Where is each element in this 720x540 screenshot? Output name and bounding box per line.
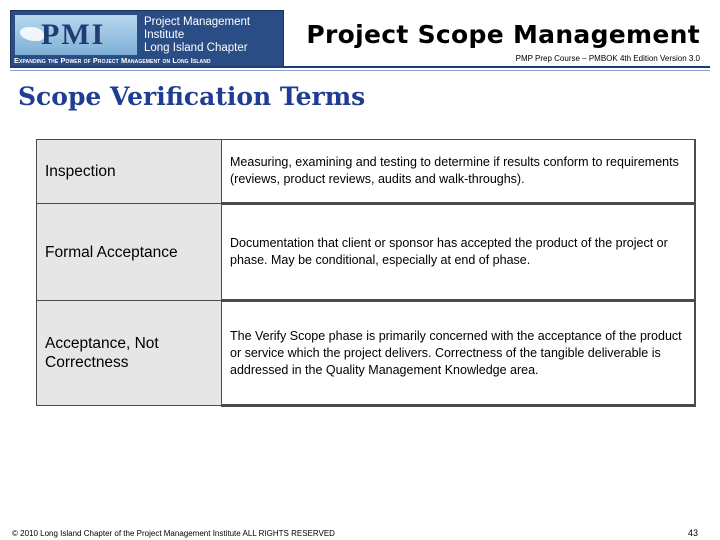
logo-title-line1: Project Management Institute	[144, 16, 251, 41]
terms-table	[36, 139, 696, 407]
table-row	[37, 140, 696, 204]
pmi-logo	[10, 10, 284, 68]
definition-cell: Measuring, examining and testing to determine if results conform to requirements (reviews, product reviews, audits and walk-throughs).	[222, 140, 696, 204]
page-number: 43	[687, 528, 698, 538]
header-divider-thin	[10, 70, 710, 71]
logo-letters: PMI	[41, 18, 106, 51]
header-divider	[10, 66, 710, 68]
header-title: Project Scope Management	[306, 20, 700, 49]
definition-cell: The Verify Scope phase is primarily concerned with the acceptance of the product or service which the project delivers. Correctness of the tangible deliverable is addressed in the Quality Management Knowledge area.	[222, 301, 696, 406]
logo-title-line2: Long Island Chapter	[144, 42, 248, 54]
table-row	[37, 204, 696, 301]
table-row	[37, 301, 696, 406]
header-subtitle: PMP Prep Course – PMBOK 4th Edition Version 3.0	[515, 54, 700, 63]
term-cell: Formal Acceptance	[37, 204, 222, 301]
logo-mark	[15, 15, 137, 55]
slide-title: Scope Verification Terms	[18, 82, 366, 111]
logo-title	[144, 16, 283, 55]
term-cell: Acceptance, Not Correctness	[37, 301, 222, 406]
term-cell: Inspection	[37, 140, 222, 204]
definition-cell: Documentation that client or sponsor has accepted the product of the project or phase. May be conditional, especially at end of phase.	[222, 204, 696, 301]
logo-tagline: Expanding the Power of Project Management on Long Island	[14, 56, 211, 65]
footer-copyright: © 2010 Long Island Chapter of the Project Management Institute ALL RIGHTS RESERVED	[12, 529, 335, 538]
